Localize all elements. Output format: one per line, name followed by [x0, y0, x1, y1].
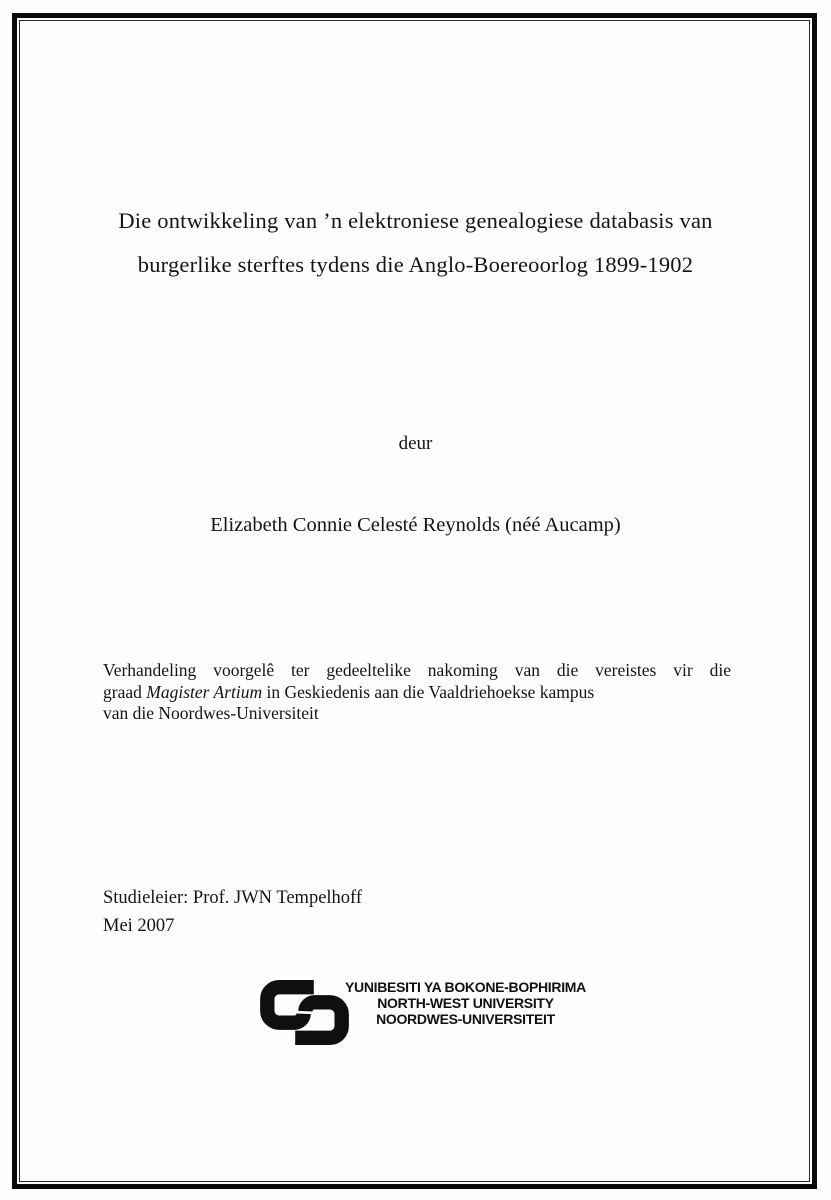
- degree-name-italic: Magister Artium: [146, 681, 263, 702]
- thesis-title-line2: burgerlike sterftes tydens die Anglo-Boereoorlog 1899-1902: [137, 252, 694, 277]
- submission-line2-post: in Geskiedenis aan die Vaaldriehoekse kampus: [262, 681, 595, 702]
- university-logo: [257, 977, 586, 1048]
- university-logo-text: [345, 979, 586, 1027]
- author-name: Elizabeth Connie Celesté Reynolds (néé Aucamp): [210, 514, 621, 536]
- nwu-interlocked-links-icon: [257, 977, 352, 1048]
- logo-line-afrikaans: NOORDWES-UNIVERSITEIT: [376, 1011, 555, 1027]
- submission-line2: [103, 682, 731, 704]
- date: Mei 2007: [103, 915, 175, 936]
- submission-line1: Verhandeling voorgelê ter gedeeltelike nakoming van die vereistes vir die: [103, 660, 731, 680]
- submission-line2-pre: graad: [103, 681, 147, 702]
- logo-line-english: NORTH-WEST UNIVERSITY: [377, 995, 554, 1011]
- submission-statement: [103, 660, 731, 725]
- thesis-title: [55, 199, 776, 287]
- supervisor-block: [103, 885, 362, 940]
- byline: deur: [398, 433, 433, 454]
- supervisor: Studieleier: Prof. JWN Tempelhoff: [103, 888, 363, 908]
- submission-line3: van die Noordwes-Universiteit: [103, 703, 319, 723]
- logo-line-setswana: YUNIBESITI YA BOKONE-BOPHIRIMA: [345, 979, 586, 995]
- thesis-title-line1: Die ontwikkeling van ’n elektroniese genealogiese databasis van: [118, 208, 713, 233]
